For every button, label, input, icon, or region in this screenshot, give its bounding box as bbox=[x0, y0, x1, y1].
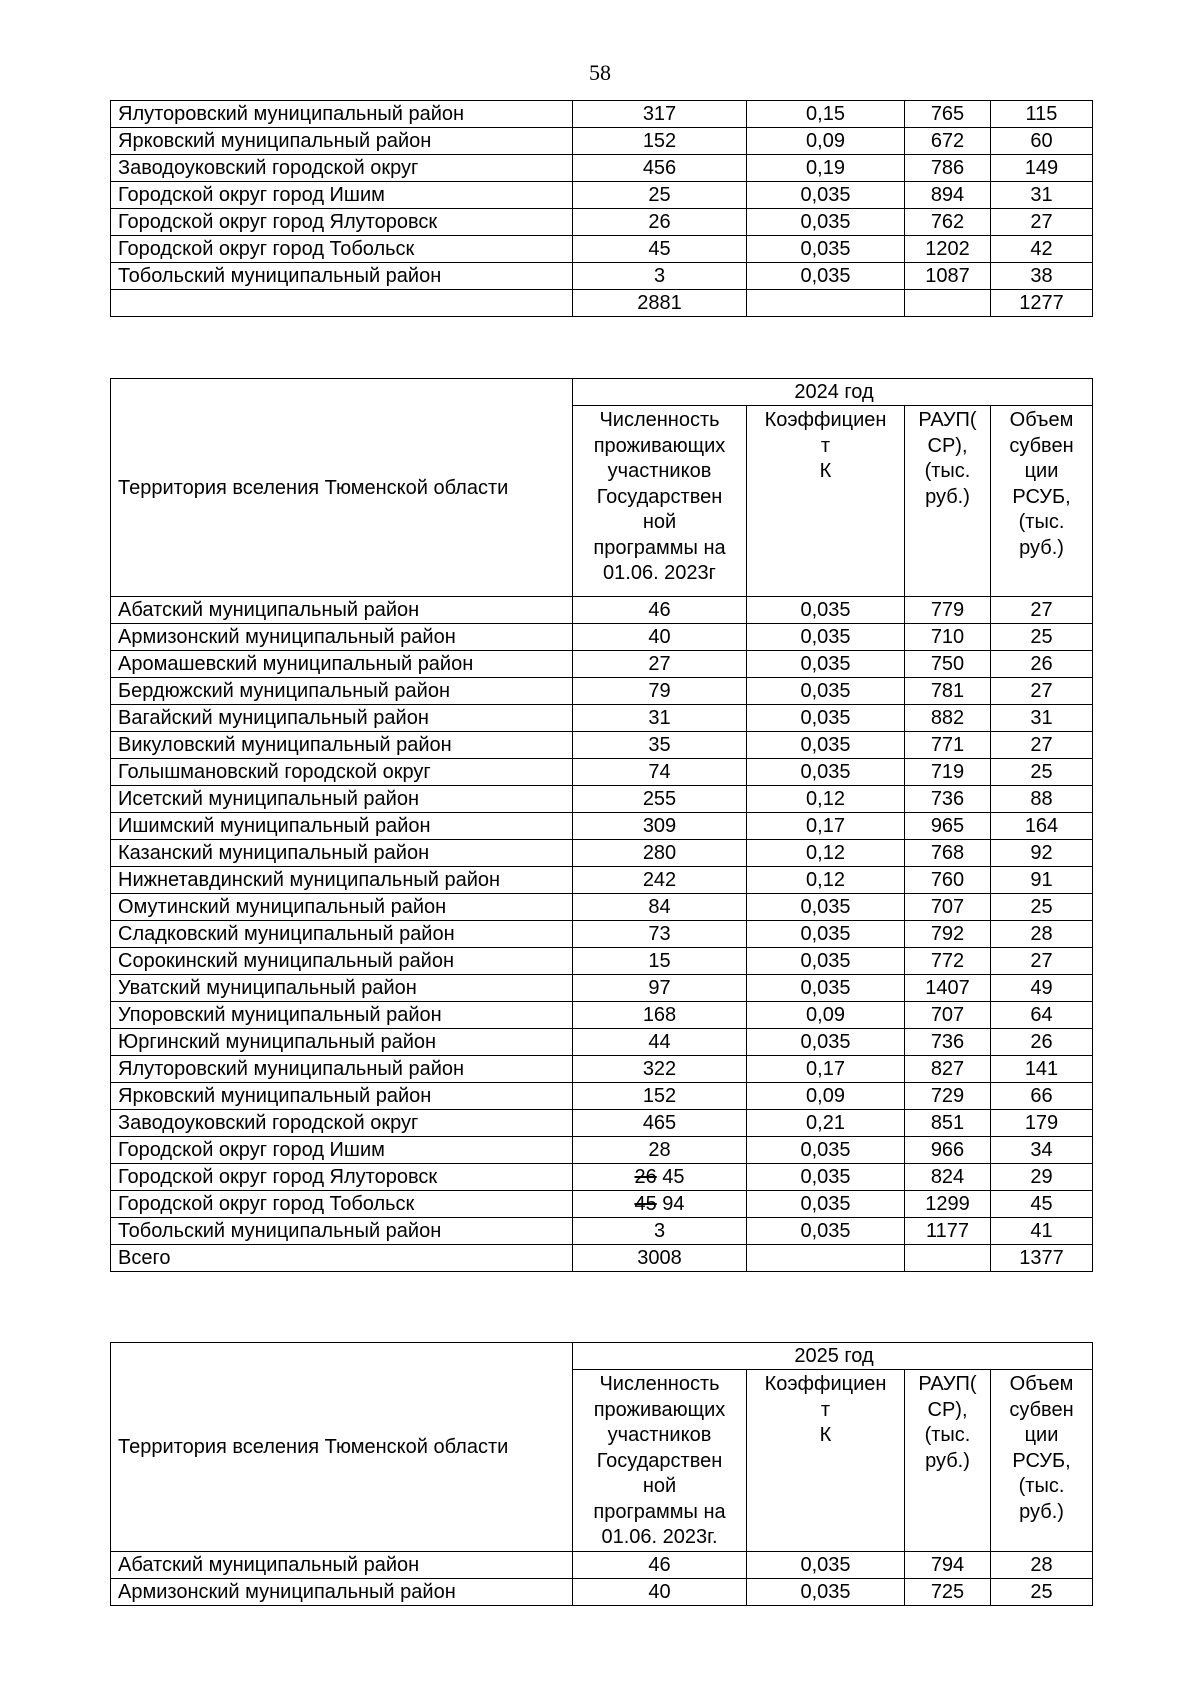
count-column-header: Численность проживающих участников Государствен ной программы на 01.06. 2023г bbox=[573, 406, 747, 597]
volume-column-header: Объем субвен ции РСУБ, (тыс. руб.) bbox=[991, 406, 1093, 597]
raup-value: 762 bbox=[905, 209, 991, 236]
table-row bbox=[111, 1245, 1093, 1272]
coefficient: 0,035 bbox=[747, 759, 905, 786]
page-number: 58 bbox=[589, 60, 611, 85]
subvention-volume: 27 bbox=[991, 597, 1093, 624]
subvention-volume: 25 bbox=[991, 1578, 1093, 1605]
participant-count: 25 bbox=[573, 182, 747, 209]
subvention-volume: 26 bbox=[991, 1029, 1093, 1056]
table-row bbox=[111, 948, 1093, 975]
table-row bbox=[111, 921, 1093, 948]
table-row bbox=[111, 1083, 1093, 1110]
table-row bbox=[111, 290, 1093, 317]
table-row bbox=[111, 786, 1093, 813]
coefficient: 0,035 bbox=[747, 182, 905, 209]
table-row bbox=[111, 813, 1093, 840]
participant-count: 242 bbox=[573, 867, 747, 894]
subvention-volume: 27 bbox=[991, 209, 1093, 236]
territory-name: Юргинский муниципальный район bbox=[111, 1029, 573, 1056]
raup-value bbox=[905, 290, 991, 317]
subvention-volume: 141 bbox=[991, 1056, 1093, 1083]
coefficient-column-header: Коэффициен т К bbox=[747, 1370, 905, 1552]
territory-name: Городской округ город Ишим bbox=[111, 182, 573, 209]
coefficient: 0,035 bbox=[747, 209, 905, 236]
table-2025-body bbox=[111, 1551, 1093, 1605]
subvention-volume: 64 bbox=[991, 1002, 1093, 1029]
count-column-header: Численность проживающих участников Государствен ной программы на 01.06. 2023г. bbox=[573, 1370, 747, 1552]
participant-count: 79 bbox=[573, 678, 747, 705]
subvention-volume: 31 bbox=[991, 182, 1093, 209]
territory-name: Городской округ город Ялуторовск bbox=[111, 1164, 573, 1191]
participant-count: 35 bbox=[573, 732, 747, 759]
raup-value: 786 bbox=[905, 155, 991, 182]
participant-count: 456 bbox=[573, 155, 747, 182]
territory-name: Городской округ город Тобольск bbox=[111, 1191, 573, 1218]
subvention-volume: 25 bbox=[991, 894, 1093, 921]
raup-value: 760 bbox=[905, 867, 991, 894]
territory-name: Викуловский муниципальный район bbox=[111, 732, 573, 759]
raup-value: 736 bbox=[905, 786, 991, 813]
coefficient: 0,09 bbox=[747, 1002, 905, 1029]
territory-name: Вагайский муниципальный район bbox=[111, 705, 573, 732]
coefficient: 0,12 bbox=[747, 786, 905, 813]
table-row bbox=[111, 1551, 1093, 1578]
subvention-volume: 27 bbox=[991, 732, 1093, 759]
subvention-volume: 91 bbox=[991, 867, 1093, 894]
table-2024 bbox=[110, 378, 1093, 1272]
territory-name: Аромашевский муниципальный район bbox=[111, 651, 573, 678]
participant-count: 322 bbox=[573, 1056, 747, 1083]
table-row bbox=[111, 101, 1093, 128]
participant-count: 84 bbox=[573, 894, 747, 921]
table-row bbox=[111, 1578, 1093, 1605]
raup-value: 771 bbox=[905, 732, 991, 759]
territory-name: Городской округ город Тобольск bbox=[111, 236, 573, 263]
participant-count: 44 bbox=[573, 1029, 747, 1056]
territory-name: Армизонский муниципальный район bbox=[111, 1578, 573, 1605]
raup-value: 1177 bbox=[905, 1218, 991, 1245]
volume-column-header: Объем субвен ции РСУБ, (тыс. руб.) bbox=[991, 1370, 1093, 1552]
raup-column-header: РАУП( СР), (тыс. руб.) bbox=[905, 1370, 991, 1552]
subvention-volume: 115 bbox=[991, 101, 1093, 128]
territory-name: Нижнетавдинский муниципальный район bbox=[111, 867, 573, 894]
territory-name: Заводоуковский городской округ bbox=[111, 155, 573, 182]
raup-value: 719 bbox=[905, 759, 991, 786]
subvention-volume: 49 bbox=[991, 975, 1093, 1002]
raup-value: 768 bbox=[905, 840, 991, 867]
coefficient: 0,035 bbox=[747, 1578, 905, 1605]
raup-value: 781 bbox=[905, 678, 991, 705]
territory-name: Ярковский муниципальный район bbox=[111, 1083, 573, 1110]
table-continuation-body bbox=[111, 101, 1093, 317]
table-2024-year-row bbox=[111, 379, 1093, 406]
coefficient: 0,035 bbox=[747, 651, 905, 678]
raup-value: 851 bbox=[905, 1110, 991, 1137]
struck-old-count: 45 bbox=[634, 1193, 657, 1215]
raup-value: 725 bbox=[905, 1578, 991, 1605]
coefficient: 0,15 bbox=[747, 101, 905, 128]
participant-count: 73 bbox=[573, 921, 747, 948]
subvention-volume: 149 bbox=[991, 155, 1093, 182]
table-row bbox=[111, 236, 1093, 263]
table-continuation bbox=[110, 100, 1093, 317]
subvention-volume: 88 bbox=[991, 786, 1093, 813]
coefficient: 0,035 bbox=[747, 1218, 905, 1245]
territory-name: Армизонский муниципальный район bbox=[111, 624, 573, 651]
participant-count: 309 bbox=[573, 813, 747, 840]
subvention-volume: 164 bbox=[991, 813, 1093, 840]
subvention-volume: 27 bbox=[991, 678, 1093, 705]
participant-count: 31 bbox=[573, 705, 747, 732]
coefficient bbox=[747, 290, 905, 317]
territory-name: Заводоуковский городской округ bbox=[111, 1110, 573, 1137]
territory-name: Ялуторовский муниципальный район bbox=[111, 1056, 573, 1083]
territory-name: Исетский муниципальный район bbox=[111, 786, 573, 813]
struck-old-count: 26 bbox=[634, 1166, 657, 1188]
territory-header: Территория вселения Тюменской области bbox=[111, 379, 573, 597]
coefficient: 0,035 bbox=[747, 1191, 905, 1218]
raup-value: 707 bbox=[905, 894, 991, 921]
table-row bbox=[111, 263, 1093, 290]
territory-name: Городской округ город Ишим bbox=[111, 1137, 573, 1164]
raup-value: 772 bbox=[905, 948, 991, 975]
subvention-volume: 25 bbox=[991, 624, 1093, 651]
territory-name: Абатский муниципальный район bbox=[111, 1551, 573, 1578]
coefficient: 0,035 bbox=[747, 732, 905, 759]
territory-name: Омутинский муниципальный район bbox=[111, 894, 573, 921]
participant-count bbox=[573, 1164, 747, 1191]
subvention-volume: 28 bbox=[991, 921, 1093, 948]
subvention-volume: 1277 bbox=[991, 290, 1093, 317]
coefficient: 0,035 bbox=[747, 597, 905, 624]
coefficient: 0,035 bbox=[747, 948, 905, 975]
table-row bbox=[111, 1191, 1093, 1218]
subvention-volume: 60 bbox=[991, 128, 1093, 155]
participant-count: 40 bbox=[573, 1578, 747, 1605]
territory-name: Ярковский муниципальный район bbox=[111, 128, 573, 155]
raup-value: 1087 bbox=[905, 263, 991, 290]
coefficient bbox=[747, 1245, 905, 1272]
participant-count: 15 bbox=[573, 948, 747, 975]
table-2025 bbox=[110, 1342, 1093, 1606]
participant-count: 28 bbox=[573, 1137, 747, 1164]
participant-count: 280 bbox=[573, 840, 747, 867]
subvention-volume: 41 bbox=[991, 1218, 1093, 1245]
subvention-volume: 45 bbox=[991, 1191, 1093, 1218]
participant-count: 74 bbox=[573, 759, 747, 786]
table-row bbox=[111, 651, 1093, 678]
table-row bbox=[111, 894, 1093, 921]
subvention-volume: 38 bbox=[991, 263, 1093, 290]
territory-name: Упоровский муниципальный район bbox=[111, 1002, 573, 1029]
table-row bbox=[111, 155, 1093, 182]
territory-name: Абатский муниципальный район bbox=[111, 597, 573, 624]
participant-count: 465 bbox=[573, 1110, 747, 1137]
territory-name: Всего bbox=[111, 1245, 573, 1272]
coefficient: 0,035 bbox=[747, 678, 905, 705]
territory-name: Уватский муниципальный район bbox=[111, 975, 573, 1002]
coefficient: 0,035 bbox=[747, 1164, 905, 1191]
coefficient: 0,17 bbox=[747, 1056, 905, 1083]
coefficient: 0,12 bbox=[747, 867, 905, 894]
new-count: 45 bbox=[662, 1166, 685, 1188]
table-row bbox=[111, 128, 1093, 155]
participant-count: 26 bbox=[573, 209, 747, 236]
raup-value bbox=[905, 1245, 991, 1272]
raup-value: 824 bbox=[905, 1164, 991, 1191]
table-row bbox=[111, 678, 1093, 705]
coefficient: 0,035 bbox=[747, 705, 905, 732]
participant-count: 40 bbox=[573, 624, 747, 651]
territory-name: Сладковский муниципальный район bbox=[111, 921, 573, 948]
territory-name bbox=[111, 290, 573, 317]
table-row bbox=[111, 624, 1093, 651]
territory-name: Тобольский муниципальный район bbox=[111, 1218, 573, 1245]
participant-count: 97 bbox=[573, 975, 747, 1002]
table-row bbox=[111, 975, 1093, 1002]
table-2024-body bbox=[111, 597, 1093, 1272]
subvention-volume: 34 bbox=[991, 1137, 1093, 1164]
raup-value: 729 bbox=[905, 1083, 991, 1110]
coefficient-column-header: Коэффициен т К bbox=[747, 406, 905, 597]
coefficient: 0,035 bbox=[747, 1551, 905, 1578]
coefficient: 0,035 bbox=[747, 236, 905, 263]
participant-count: 168 bbox=[573, 1002, 747, 1029]
coefficient: 0,035 bbox=[747, 624, 905, 651]
coefficient: 0,12 bbox=[747, 840, 905, 867]
table-row bbox=[111, 1056, 1093, 1083]
raup-value: 966 bbox=[905, 1137, 991, 1164]
raup-value: 672 bbox=[905, 128, 991, 155]
participant-count bbox=[573, 1191, 747, 1218]
participant-count: 46 bbox=[573, 597, 747, 624]
participant-count: 46 bbox=[573, 1551, 747, 1578]
participant-count: 152 bbox=[573, 1083, 747, 1110]
table-row bbox=[111, 732, 1093, 759]
subvention-volume: 28 bbox=[991, 1551, 1093, 1578]
year-header: 2025 год bbox=[573, 1343, 1093, 1370]
table-row bbox=[111, 1164, 1093, 1191]
coefficient: 0,035 bbox=[747, 1137, 905, 1164]
raup-column-header: РАУП( СР), (тыс. руб.) bbox=[905, 406, 991, 597]
coefficient: 0,035 bbox=[747, 975, 905, 1002]
raup-value: 1299 bbox=[905, 1191, 991, 1218]
raup-value: 1407 bbox=[905, 975, 991, 1002]
territory-name: Бердюжский муниципальный район bbox=[111, 678, 573, 705]
coefficient: 0,17 bbox=[747, 813, 905, 840]
coefficient: 0,035 bbox=[747, 894, 905, 921]
table-row bbox=[111, 209, 1093, 236]
raup-value: 736 bbox=[905, 1029, 991, 1056]
subvention-volume: 27 bbox=[991, 948, 1093, 975]
participant-count: 3008 bbox=[573, 1245, 747, 1272]
participant-count: 2881 bbox=[573, 290, 747, 317]
raup-value: 779 bbox=[905, 597, 991, 624]
subvention-volume: 26 bbox=[991, 651, 1093, 678]
table-row bbox=[111, 705, 1093, 732]
participant-count: 45 bbox=[573, 236, 747, 263]
coefficient: 0,09 bbox=[747, 128, 905, 155]
subvention-volume: 42 bbox=[991, 236, 1093, 263]
table-2025-year-row bbox=[111, 1343, 1093, 1370]
raup-value: 894 bbox=[905, 182, 991, 209]
participant-count: 152 bbox=[573, 128, 747, 155]
subvention-volume: 1377 bbox=[991, 1245, 1093, 1272]
coefficient: 0,09 bbox=[747, 1083, 905, 1110]
participant-count: 255 bbox=[573, 786, 747, 813]
participant-count: 317 bbox=[573, 101, 747, 128]
subvention-volume: 25 bbox=[991, 759, 1093, 786]
table-row bbox=[111, 1110, 1093, 1137]
table-row bbox=[111, 867, 1093, 894]
table-row bbox=[111, 840, 1093, 867]
coefficient: 0,035 bbox=[747, 1029, 905, 1056]
raup-value: 794 bbox=[905, 1551, 991, 1578]
territory-name: Ялуторовский муниципальный район bbox=[111, 101, 573, 128]
table-row bbox=[111, 1002, 1093, 1029]
raup-value: 792 bbox=[905, 921, 991, 948]
table-row bbox=[111, 1218, 1093, 1245]
subvention-volume: 66 bbox=[991, 1083, 1093, 1110]
table-row bbox=[111, 1029, 1093, 1056]
table-row bbox=[111, 759, 1093, 786]
subvention-volume: 29 bbox=[991, 1164, 1093, 1191]
raup-value: 965 bbox=[905, 813, 991, 840]
raup-value: 882 bbox=[905, 705, 991, 732]
territory-header: Территория вселения Тюменской области bbox=[111, 1343, 573, 1552]
table-row bbox=[111, 597, 1093, 624]
raup-value: 710 bbox=[905, 624, 991, 651]
raup-value: 1202 bbox=[905, 236, 991, 263]
raup-value: 827 bbox=[905, 1056, 991, 1083]
subvention-volume: 179 bbox=[991, 1110, 1093, 1137]
territory-name: Сорокинский муниципальный район bbox=[111, 948, 573, 975]
participant-count: 3 bbox=[573, 263, 747, 290]
territory-name: Тобольский муниципальный район bbox=[111, 263, 573, 290]
new-count: 94 bbox=[662, 1193, 685, 1215]
raup-value: 750 bbox=[905, 651, 991, 678]
subvention-volume: 31 bbox=[991, 705, 1093, 732]
raup-value: 765 bbox=[905, 101, 991, 128]
raup-value: 707 bbox=[905, 1002, 991, 1029]
table-row bbox=[111, 182, 1093, 209]
participant-count: 27 bbox=[573, 651, 747, 678]
territory-name: Ишимский муниципальный район bbox=[111, 813, 573, 840]
coefficient: 0,035 bbox=[747, 263, 905, 290]
table-row bbox=[111, 1137, 1093, 1164]
year-header: 2024 год bbox=[573, 379, 1093, 406]
territory-name: Голышмановский городской округ bbox=[111, 759, 573, 786]
coefficient: 0,035 bbox=[747, 921, 905, 948]
territory-name: Городской округ город Ялуторовск bbox=[111, 209, 573, 236]
coefficient: 0,19 bbox=[747, 155, 905, 182]
participant-count: 3 bbox=[573, 1218, 747, 1245]
territory-name: Казанский муниципальный район bbox=[111, 840, 573, 867]
coefficient: 0,21 bbox=[747, 1110, 905, 1137]
subvention-volume: 92 bbox=[991, 840, 1093, 867]
